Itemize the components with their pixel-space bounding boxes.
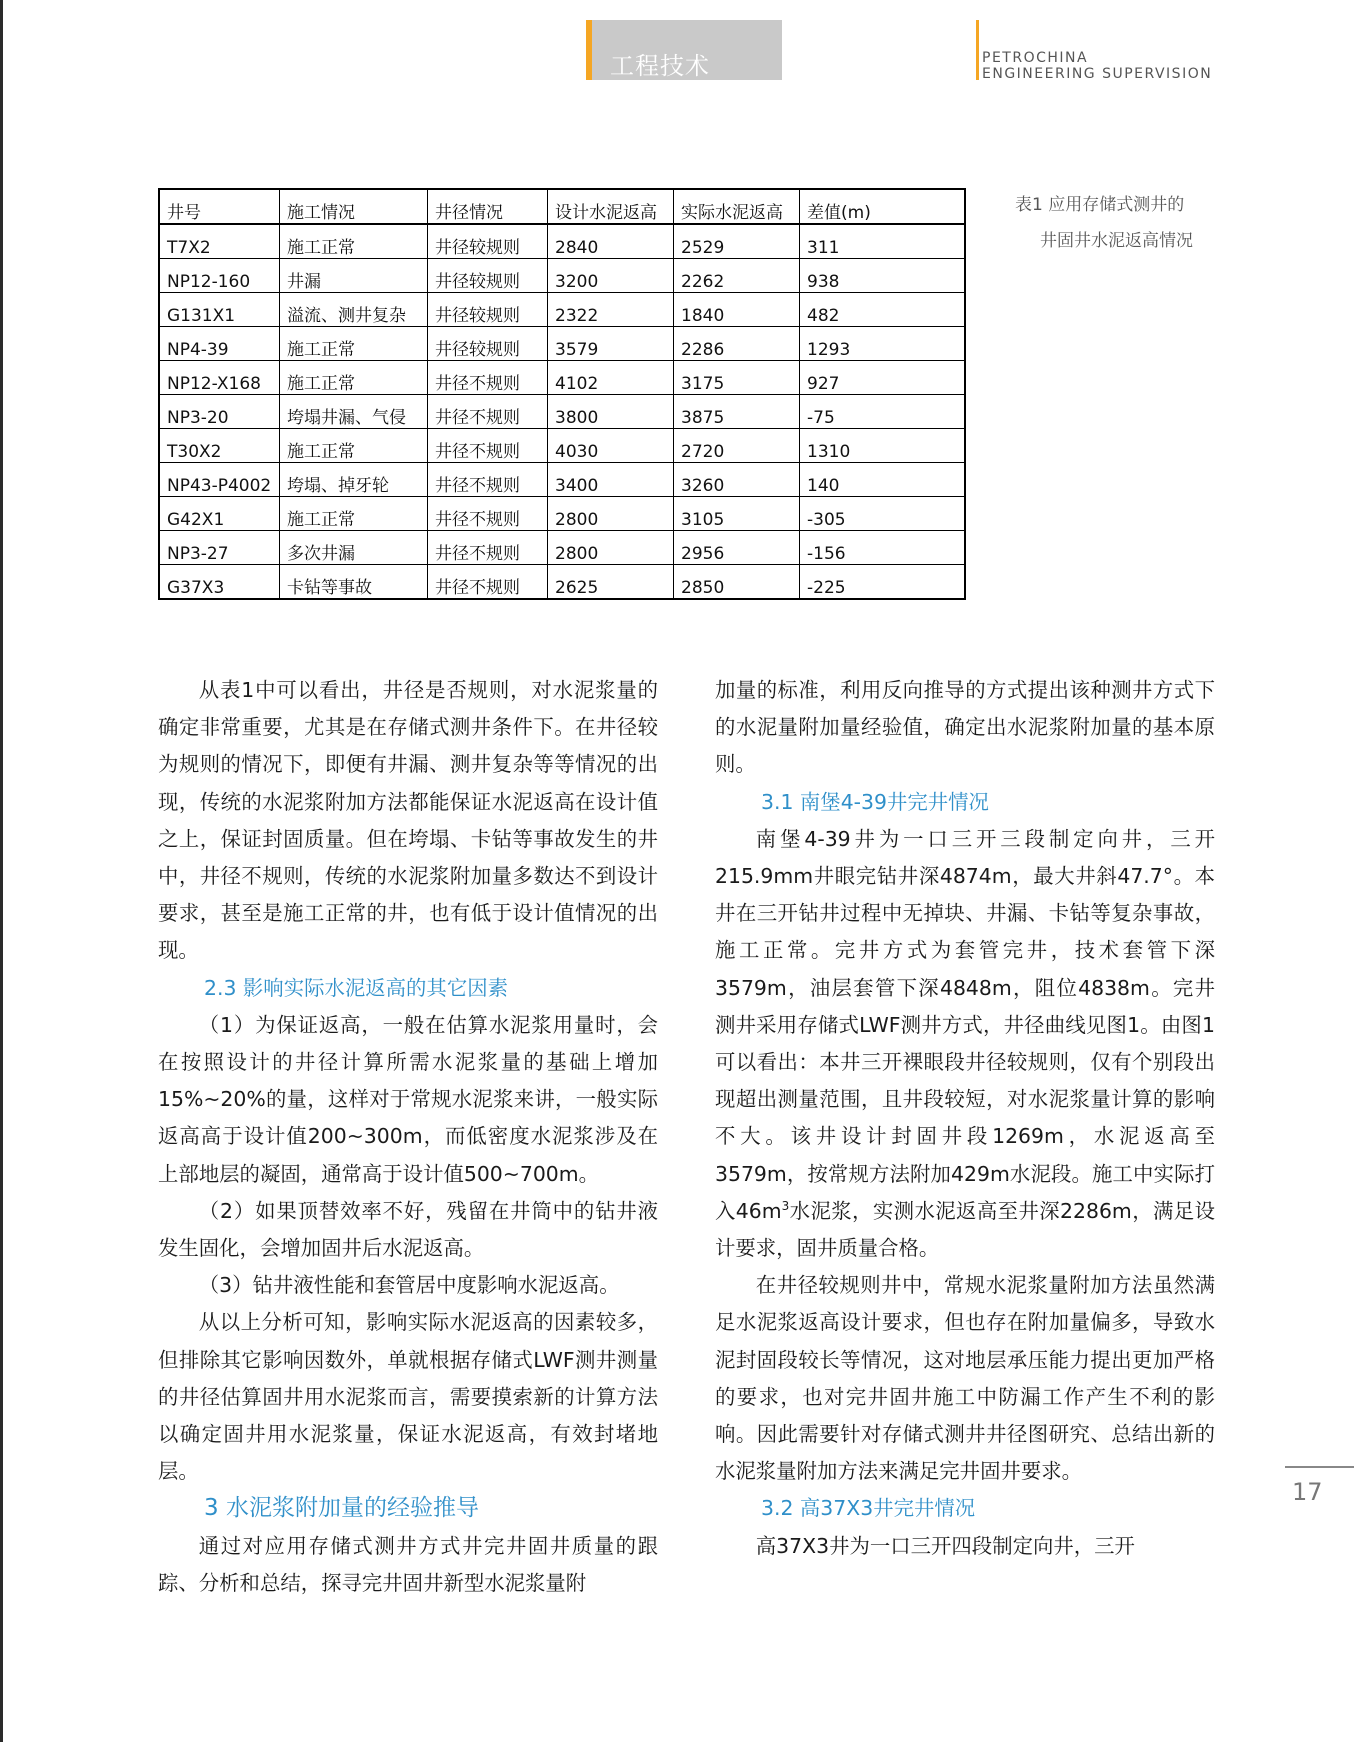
paragraph: 加量的标准，利用反向推导的方式提出该种测井方式下的水泥量附加量经验值，确定出水泥浆附加量的基本原则。	[715, 678, 1215, 777]
well-cement-table	[158, 188, 966, 600]
table-cell: -156	[800, 531, 966, 565]
table-cell: 311	[800, 224, 966, 259]
table-cell: 施工正常	[280, 361, 428, 395]
page-number: 17	[1292, 1478, 1323, 1506]
paragraph: 通过对应用存储式测井方式井完井固井质量的跟踪、分析和总结，探寻完井固井新型水泥浆量附	[158, 1533, 658, 1595]
table-cell: 垮塌、掉牙轮	[280, 463, 428, 497]
paragraph: 高37X3井为一口三开四段制定向井，三开	[755, 1533, 1135, 1558]
table-row	[159, 429, 965, 463]
paragraph: 从表1中可以看出，井径是否规则，对水泥浆量的确定非常重要，尤其是在存储式测井条件下。在井径较为规则的情况下，即便有井漏、测井复杂等等情况的出现，传统的水泥浆附加方法都能保证水泥返高在设计值之上，保证封固质量。但在垮塌、卡钻等事故发生的井中，井径不规则，传统的水泥浆附加量多数达不到设计要求，甚至是施工正常的井，也有低于设计值情况的出现。	[158, 678, 658, 963]
table-cell: 2529	[674, 224, 800, 259]
table-cell: 4102	[548, 361, 674, 395]
table-cell: 垮塌井漏、气侵	[280, 395, 428, 429]
table-row	[159, 361, 965, 395]
table-cell: 2800	[548, 497, 674, 531]
paragraph: 从以上分析可知，影响实际水泥返高的因素较多，但排除其它影响因数外，单就根据存储式LWF测井测量的井径估算固井用水泥浆而言，需要摸索新的计算方法以确定固井用水泥浆量，保证水泥返高，有效封堵地层。	[158, 1310, 658, 1484]
table-row	[159, 327, 965, 361]
table-cell: NP3-27	[159, 531, 280, 565]
table-cell: T7X2	[159, 224, 280, 259]
table-cell: G37X3	[159, 565, 280, 600]
table-row	[159, 395, 965, 429]
section-heading-3-1: 3.1 南堡4-39井完井情况	[761, 789, 989, 814]
table-cell: 140	[800, 463, 966, 497]
table-row	[159, 497, 965, 531]
table-cell: 井径较规则	[428, 259, 548, 293]
table-cell: 井径较规则	[428, 224, 548, 259]
table-cell: 938	[800, 259, 966, 293]
paragraph	[715, 821, 1215, 1267]
table-cell: 2262	[674, 259, 800, 293]
table-cell: T30X2	[159, 429, 280, 463]
table-cell: G42X1	[159, 497, 280, 531]
table-cell: 3800	[548, 395, 674, 429]
brand-line-2: ENGINEERING SUPERVISION	[982, 66, 1213, 82]
table-cell: 2850	[674, 565, 800, 600]
table-caption-line1: 表1 应用存储式测井的	[1015, 195, 1185, 215]
header-difference: 差值(m)	[800, 189, 966, 224]
table-cell: -305	[800, 497, 966, 531]
table-row	[159, 259, 965, 293]
table-cell: 1310	[800, 429, 966, 463]
table-header-row	[159, 189, 965, 224]
table-cell: 溢流、测井复杂	[280, 293, 428, 327]
table-cell: 井径不规则	[428, 361, 548, 395]
table-cell: G131X1	[159, 293, 280, 327]
table-row	[159, 293, 965, 327]
section-tab-accent	[586, 20, 592, 80]
table-row	[159, 463, 965, 497]
paragraph-part: 南堡4-39井为一口三开三段制定向井，三开215.9mm井眼完钻井深4874m，最大井斜47.7°。本井在三开钻井过程中无掉块、井漏、卡钻等复杂事故，施工正常。完井方式为套管完井，技术套管下深3579m，油层套管下深4848m，阻位4838m。完井测井采用存储式LWF测井方式，井径曲线见图1。由图1可以看出：本井三开裸眼段井径较规则，仅有个别段出现超出测量范围，且井段较短，对水泥浆量计算的影响不大。该井设计封固井段1269m，水泥返高至3579m，按常规方法附加429m水泥段。施工中实际打入46m	[715, 826, 1215, 1223]
paragraph: （1）为保证返高，一般在估算水泥浆用量时，会在按照设计的井径计算所需水泥浆量的基础上增加15%~20%的量，这样对于常规水泥浆来讲，一般实际返高高于设计值200~300m，而低密度水泥浆涉及在上部地层的凝固，通常高于设计值500~700m。	[158, 1012, 658, 1186]
table-cell: 井径较规则	[428, 293, 548, 327]
table-cell: 2800	[548, 531, 674, 565]
header-design-top: 设计水泥返高	[548, 189, 674, 224]
section-heading-3: 3 水泥浆附加量的经验推导	[204, 1495, 479, 1522]
table-cell: 3579	[548, 327, 674, 361]
table-cell: 2840	[548, 224, 674, 259]
table-cell: 井径不规则	[428, 565, 548, 600]
table-cell: 3875	[674, 395, 800, 429]
table-cell: 927	[800, 361, 966, 395]
table-cell: 井径不规则	[428, 531, 548, 565]
table-cell: 3175	[674, 361, 800, 395]
table-cell: NP12-160	[159, 259, 280, 293]
table-cell: 2956	[674, 531, 800, 565]
table-row	[159, 531, 965, 565]
section-heading-2-3: 2.3 影响实际水泥返高的其它因素	[204, 975, 508, 1000]
left-column	[158, 672, 658, 1602]
paragraph-part: 水泥浆，实测水泥返高至井深2286m，满足设计要求，固井质量合格。	[715, 1198, 1215, 1261]
table-cell: 井径不规则	[428, 463, 548, 497]
header-construction: 施工情况	[280, 189, 428, 224]
table-cell: NP43-P4002	[159, 463, 280, 497]
header-actual-top: 实际水泥返高	[674, 189, 800, 224]
paragraph: （2）如果顶替效率不好，残留在井筒中的钻井液发生固化，会增加固井后水泥返高。	[158, 1198, 658, 1261]
paragraph: （3）钻井液性能和套管居中度影响水泥返高。	[198, 1273, 620, 1298]
paragraph: 在井径较规则井中，常规水泥浆量附加方法虽然满足水泥浆返高设计要求，但也存在附加量偏多，导致水泥封固段较长等情况，这对地层承压能力提出更加严格的要求，也对完井固井施工中防漏工作产生不利的影响。因此需要针对存储式测井井径图研究、总结出新的水泥浆量附加方法来满足完井固井要求。	[715, 1273, 1215, 1484]
header-diameter: 井径情况	[428, 189, 548, 224]
table-cell: 施工正常	[280, 327, 428, 361]
table-cell: 井径不规则	[428, 395, 548, 429]
table-cell: NP3-20	[159, 395, 280, 429]
superscript: 3	[781, 1199, 790, 1214]
table-cell: 4030	[548, 429, 674, 463]
brand-line-1: PETROCHINA	[982, 50, 1089, 66]
table-cell: 2625	[548, 565, 674, 600]
table-cell: 482	[800, 293, 966, 327]
table-cell: NP4-39	[159, 327, 280, 361]
table-cell: 施工正常	[280, 224, 428, 259]
table-cell: 3260	[674, 463, 800, 497]
table-cell: 3400	[548, 463, 674, 497]
table-cell: 井径较规则	[428, 327, 548, 361]
table-caption-line2: 井固井水泥返高情况	[1040, 231, 1193, 251]
table-row	[159, 565, 965, 600]
table-cell: 1293	[800, 327, 966, 361]
table-cell: NP12-X168	[159, 361, 280, 395]
table-cell: 井漏	[280, 259, 428, 293]
table-cell: 井径不规则	[428, 429, 548, 463]
page-number-rule	[1285, 1466, 1354, 1468]
section-title: 工程技术	[610, 52, 710, 80]
table-cell: 2286	[674, 327, 800, 361]
table-cell: 2322	[548, 293, 674, 327]
table-cell: -225	[800, 565, 966, 600]
table-cell: 2720	[674, 429, 800, 463]
header-well: 井号	[159, 189, 280, 224]
table-cell: 施工正常	[280, 497, 428, 531]
table-cell: 施工正常	[280, 429, 428, 463]
table-cell: 1840	[674, 293, 800, 327]
right-column	[715, 672, 1215, 1565]
left-border	[0, 0, 3, 1742]
brand-accent	[976, 20, 979, 80]
table-cell: 多次井漏	[280, 531, 428, 565]
table-row	[159, 224, 965, 259]
table-cell: 卡钻等事故	[280, 565, 428, 600]
table-cell: 井径不规则	[428, 497, 548, 531]
table-cell: 3200	[548, 259, 674, 293]
table-cell: -75	[800, 395, 966, 429]
section-heading-3-2: 3.2 高37X3井完井情况	[761, 1496, 976, 1521]
table-cell: 3105	[674, 497, 800, 531]
